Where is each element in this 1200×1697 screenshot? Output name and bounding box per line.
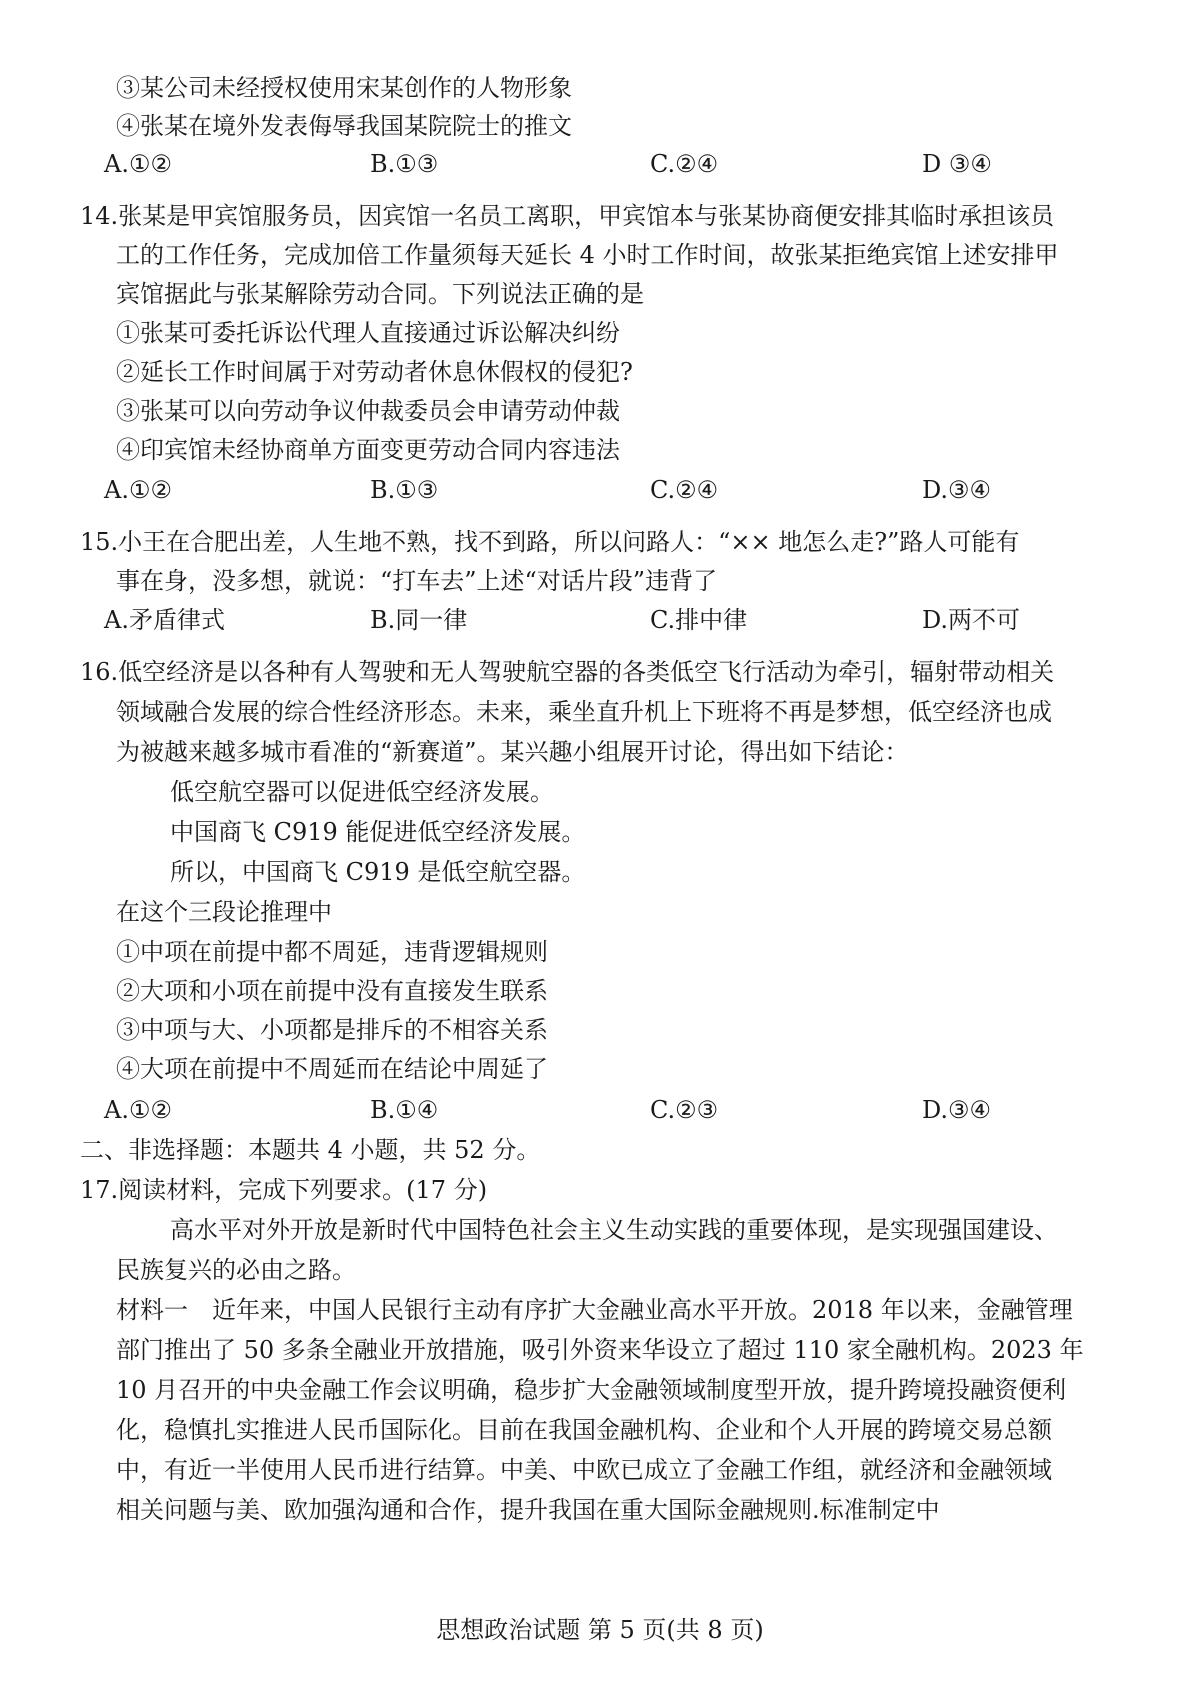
q16-option-b[interactable]: B.①④ — [370, 1096, 439, 1124]
q14-stem-line-3: 宾馆据此与张某解除劳动合同。下列说法正确的是 — [116, 280, 644, 308]
q14-option-a[interactable]: A.①② — [104, 476, 172, 504]
q17-material1-line-2: 部门推出了 50 多条全融业开放措施，吸引外资来华设立了超过 110 家全融机构。2023 年 — [116, 1336, 1084, 1364]
q15-option-a[interactable]: A.矛盾律式 — [104, 606, 225, 634]
q15-option-b[interactable]: B.同一律 — [370, 606, 468, 634]
q15-option-c[interactable]: C.排中律 — [650, 606, 748, 634]
q13-item-3: ③某公司未经授权使用宋某创作的人物形象 — [116, 74, 572, 102]
q16-syllogism-conclusion: 所以，中国商飞 C919 是低空航空器。 — [170, 858, 586, 886]
q15-stem-line-2: 事在身，没多想，就说：“打车去”上述“对话片段”违背了 — [116, 567, 718, 595]
q16-stem-line-2: 领域融合发展的综合性经济形态。未来，乘坐直升机上下班将不再是梦想，低空经济也成 — [116, 698, 1052, 726]
q16-item-4: ④大项在前提中不周延而在结论中周延了 — [116, 1055, 548, 1083]
q15-options — [104, 600, 1164, 640]
q16-stem-line-1: 16.低空经济是以各种有人驾驶和无人驾驶航空器的各类低空飞行活动为牵引，辐射带动相关 — [80, 658, 1055, 686]
q16-option-d[interactable]: D.③④ — [922, 1096, 992, 1124]
q14-stem-line-2: 工的工作任务，完成加倍工作量须每天延长 4 小时工作时间，故张某拒绝宾馆上述安排甲 — [116, 241, 1059, 269]
q15-stem-line-1: 15.小王在合肥出差，人生地不熟，找不到路，所以问路人：“×× 地怎么走?”路人可能有 — [80, 528, 1020, 556]
q16-option-a[interactable]: A.①② — [104, 1096, 172, 1124]
q14-option-c[interactable]: C.②④ — [650, 476, 719, 504]
q14-item-3: ③张某可以向劳动争议仲裁委员会申请劳动仲裁 — [116, 397, 620, 425]
q14-item-1: ①张某可委托诉讼代理人直接通过诉讼解决纠纷 — [116, 319, 620, 347]
q16-lead: 在这个三段论推理中 — [116, 898, 332, 926]
q17-material1-line-3: 10 月召开的中央金融工作会议明确，稳步扩大金融领域制度型开放，提升跨境投融资便利 — [116, 1376, 1067, 1404]
q17-material1-line-5: 中，有近一半使用人民币进行结算。中美、中欧已成立了金融工作组，就经济和金融领域 — [116, 1456, 1052, 1484]
section-heading: 二、非选择题：本题共 4 小题，共 52 分。 — [80, 1136, 541, 1164]
q17-material1-line-6: 相关问题与美、欧加强沟通和合作，提升我国在重大国际金融规则.标准制定中 — [116, 1496, 940, 1524]
q16-syllogism-minor: 中国商飞 C919 能促进低空经济发展。 — [170, 818, 586, 846]
q14-option-d[interactable]: D.③④ — [922, 476, 992, 504]
q16-syllogism-major: 低空航空器可以促进低空经济发展。 — [170, 778, 554, 806]
q14-item-2: ②延长工作时间属于对劳动者休息休假权的侵犯? — [116, 358, 633, 386]
q15-option-d[interactable]: D.两不可 — [922, 606, 1021, 634]
q13-option-a[interactable]: A.①② — [104, 150, 172, 178]
q13-option-c[interactable]: C.②④ — [650, 150, 719, 178]
q13-option-d[interactable]: D ③④ — [922, 150, 992, 178]
q13-options — [104, 144, 1164, 184]
q17-intro-line-2: 民族复兴的必由之路。 — [116, 1256, 356, 1284]
q16-item-3: ③中项与大、小项都是排斥的不相容关系 — [116, 1016, 548, 1044]
q13-item-4: ④张某在境外发表侮辱我国某院院士的推文 — [116, 112, 572, 140]
q16-stem-line-3: 为被越来越多城市看准的“新赛道”。某兴趣小组展开讨论，得出如下结论： — [116, 738, 909, 766]
q14-stem-line-1: 14.张某是甲宾馆服务员，因宾馆一名员工离职，甲宾馆本与张某协商便安排其临时承担该员 — [80, 202, 1055, 230]
q16-item-2: ②大项和小项在前提中没有直接发生联系 — [116, 977, 548, 1005]
q13-option-b[interactable]: B.①③ — [370, 150, 439, 178]
q16-options — [104, 1090, 1164, 1130]
q17-material1-line-1: 材料一 近年来，中国人民银行主动有序扩大金融业高水平开放。2018 年以来，金融管理 — [116, 1296, 1073, 1324]
q16-option-c[interactable]: C.②③ — [650, 1096, 719, 1124]
q14-options — [104, 470, 1164, 510]
q14-item-4: ④印宾馆未经协商单方面变更劳动合同内容违法 — [116, 436, 620, 464]
q14-option-b[interactable]: B.①③ — [370, 476, 439, 504]
q17-stem: 17.阅读材料，完成下列要求。(17 分) — [80, 1176, 488, 1204]
page-footer: 思想政治试题 第 5 页(共 8 页) — [436, 1616, 764, 1644]
q17-material1-line-4: 化，稳慎扎实推进人民币国际化。目前在我国金融机构、企业和个人开展的跨境交易总额 — [116, 1416, 1052, 1444]
q16-item-1: ①中项在前提中都不周延，违背逻辑规则 — [116, 938, 548, 966]
q17-intro-line-1: 高水平对外开放是新时代中国特色社会主义生动实践的重要体现，是实现强国建设、 — [170, 1216, 1058, 1244]
